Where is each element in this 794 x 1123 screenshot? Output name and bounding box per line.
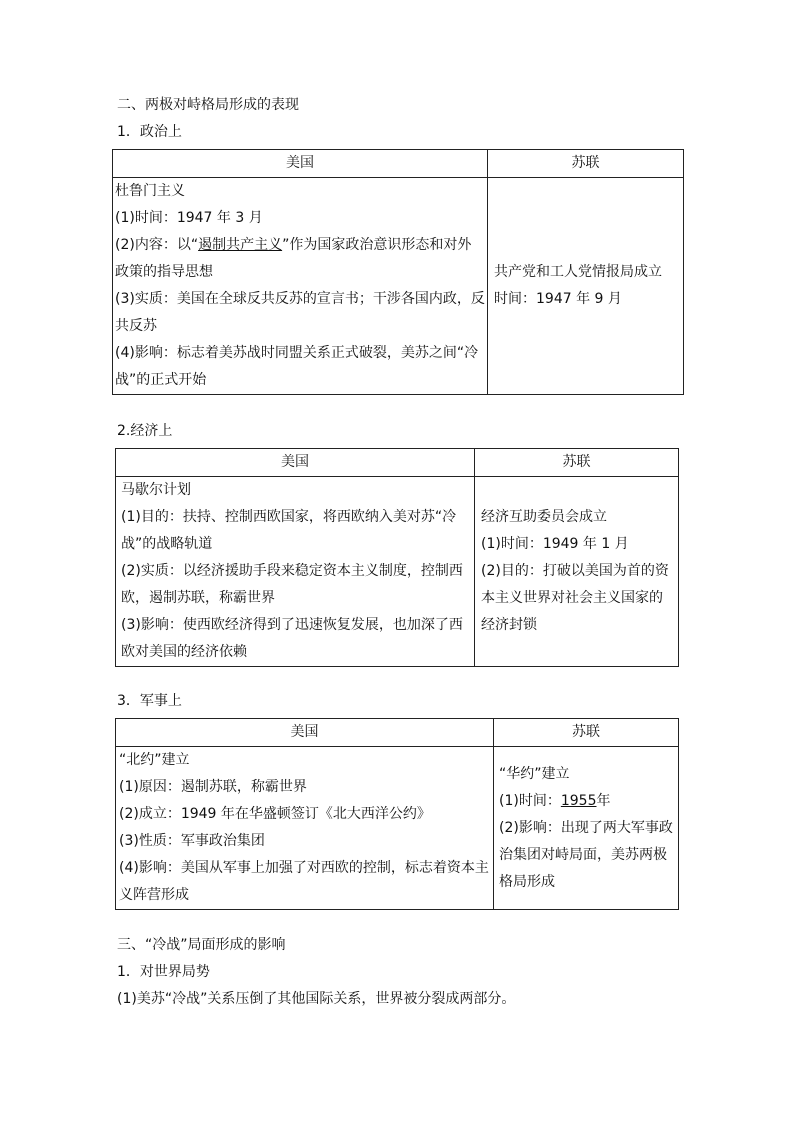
cell-line: 战”的战略轨道 — [121, 536, 213, 552]
underlined-term: 遏制共产主义 — [198, 237, 283, 253]
cell-line: 本主义世界对社会主义国家的 — [481, 590, 663, 606]
header-su: 苏联 — [475, 449, 679, 477]
header-us: 美国 — [116, 449, 475, 477]
political-table — [112, 149, 684, 395]
cell-line: 格局形成 — [499, 873, 555, 890]
cell-line: (1)原因：遏制苏联，称霸世界 — [119, 779, 307, 795]
header-su: 苏联 — [488, 150, 684, 178]
subsection-heading-military: 3．军事上 — [117, 693, 182, 709]
su-cell — [475, 477, 679, 667]
cell-line: (1)时间：1949 年 1 月 — [481, 536, 629, 552]
cell-line: 政策的指导思想 — [115, 264, 213, 280]
cell-line: (1)目的：扶持、控制西欧国家，将西欧纳入美对苏“冷 — [121, 509, 457, 525]
cell-line: (3)影响：使西欧经济得到了迅速恢复发展，也加深了西 — [121, 617, 463, 633]
cell-line: (3)实质：美国在全球反共反苏的宣言书；干涉各国内政，反 — [115, 291, 485, 307]
cell-line: (4)影响：标志着美苏战时同盟关系正式破裂，美苏之间“冷 — [115, 345, 479, 361]
cell-line: 经济封锁 — [481, 617, 537, 633]
cell-line: 治集团对峙局面，美苏两极 — [499, 846, 667, 863]
header-us: 美国 — [116, 719, 494, 747]
paragraph: (1)美苏“冷战”关系压倒了其他国际关系，世界被分裂成两部分。 — [117, 991, 516, 1007]
subsection-heading-political: 1．政治上 — [117, 124, 182, 140]
cell-line: (2)成立：1949 年在华盛顿签订《北大西洋公约》 — [119, 806, 431, 822]
cell-line: 杜鲁门主义 — [115, 183, 185, 199]
us-cell — [116, 747, 494, 910]
header-su: 苏联 — [494, 719, 679, 747]
cell-line: “北约”建立 — [119, 752, 190, 768]
military-table — [115, 718, 679, 910]
subsection-heading-economic: 2.经济上 — [117, 423, 173, 439]
cell-line: 共反苏 — [115, 318, 157, 334]
header-us: 美国 — [113, 150, 488, 178]
cell-line: 战”的正式开始 — [115, 372, 207, 388]
cell-line: 共产党和工人党情报局成立 — [494, 264, 662, 280]
cell-line: (2)内容：以“遏制共产主义”作为国家政治意识形态和对外 — [115, 237, 472, 253]
us-cell — [116, 477, 475, 667]
cell-line: (4)影响：美国从军事上加强了对西欧的控制，标志着资本主 — [119, 860, 489, 876]
cell-line: (2)目的：打破以美国为首的资 — [481, 563, 669, 579]
underlined-year: 1955 — [560, 792, 597, 809]
cell-line: (1)时间：1955年 — [499, 792, 611, 809]
cell-line: 时间：1947 年 9 月 — [494, 291, 622, 307]
cell-line: 欧，遏制苏联，称霸世界 — [121, 590, 275, 606]
cell-line: 经济互助委员会成立 — [481, 509, 607, 525]
cell-line: (2)实质：以经济援助手段来稳定资本主义制度，控制西 — [121, 563, 463, 579]
cell-line: 马歇尔计划 — [121, 482, 191, 498]
section-heading: 二、两极对峙格局形成的表现 — [117, 97, 299, 113]
cell-line: 义阵营形成 — [119, 887, 189, 903]
subsection-heading: 1．对世界局势 — [117, 964, 210, 980]
cell-line: (1)时间：1947 年 3 月 — [115, 210, 263, 226]
cell-line: (3)性质：军事政治集团 — [119, 833, 265, 849]
us-cell — [113, 178, 488, 395]
cell-line: “华约”建立 — [499, 765, 570, 782]
cell-line: 欧对美国的经济依赖 — [121, 644, 247, 660]
economic-table — [115, 448, 679, 667]
section-heading: 三、“冷战”局面形成的影响 — [117, 937, 286, 953]
cell-line: (2)影响：出现了两大军事政 — [499, 819, 673, 836]
su-cell — [488, 178, 684, 395]
su-cell — [494, 747, 679, 910]
